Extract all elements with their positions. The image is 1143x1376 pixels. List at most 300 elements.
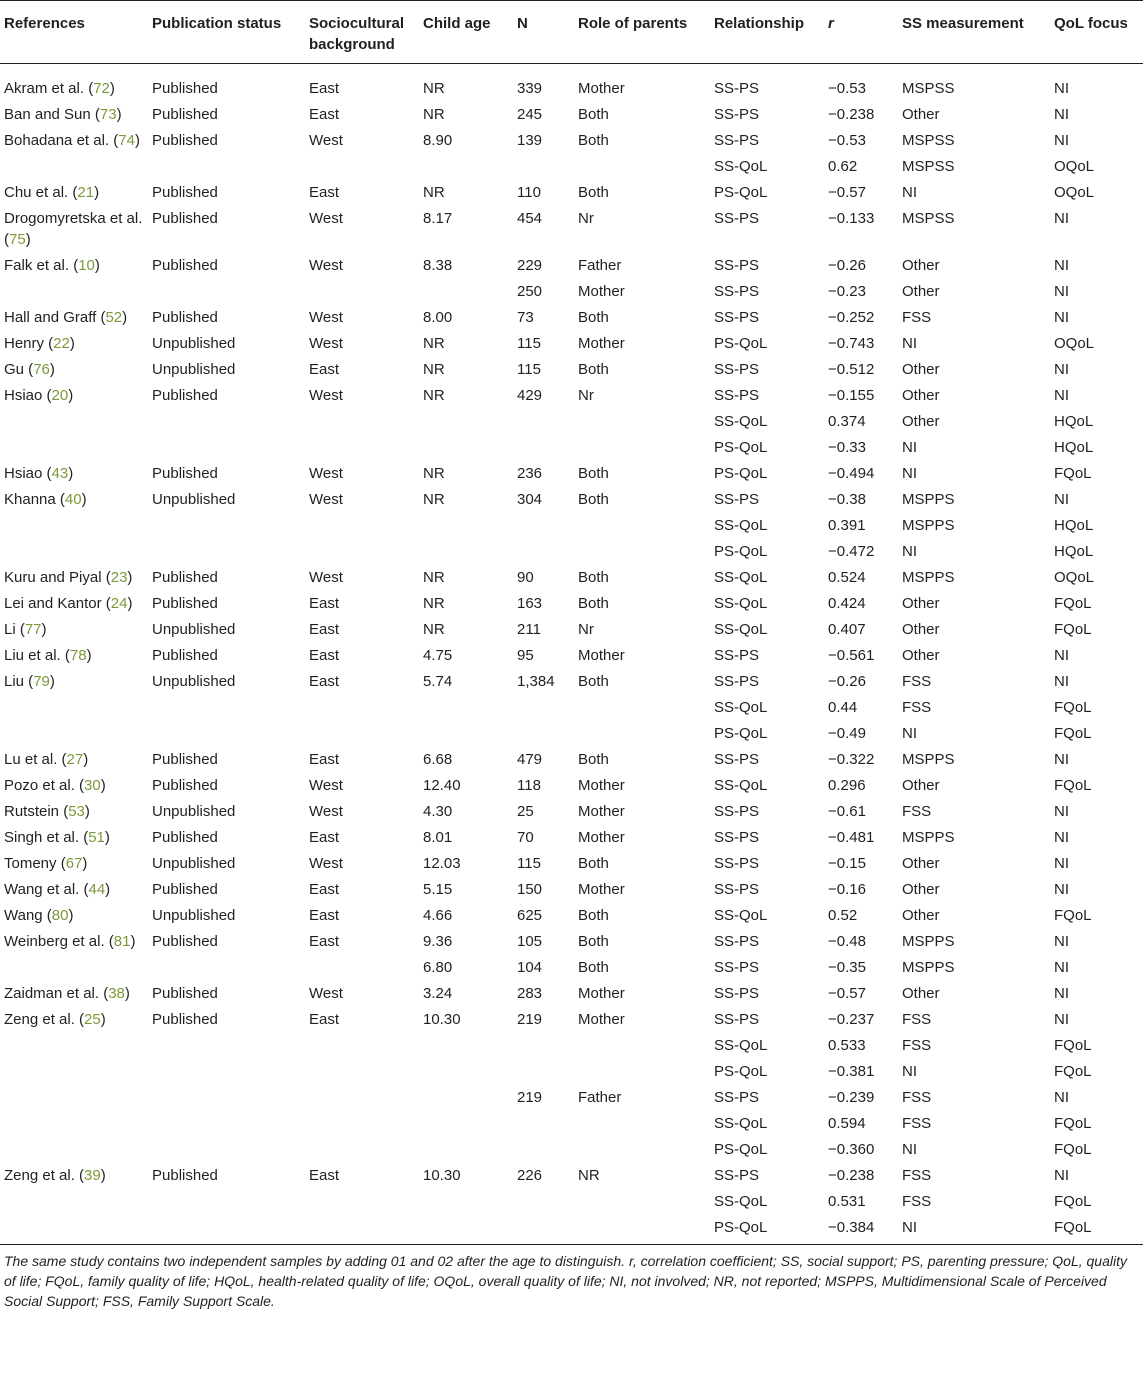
cell-n: 139 xyxy=(517,132,543,149)
reference-close: ) xyxy=(83,751,89,768)
cell-role-of-parents: Mother xyxy=(578,829,625,846)
cell-r: −0.49 xyxy=(828,725,866,742)
cell-reference xyxy=(0,486,148,512)
cell-publication-status: Published xyxy=(152,881,218,898)
cell-publication-status: Unpublished xyxy=(152,621,236,638)
reference-close: ) xyxy=(68,907,74,924)
cell-publication-status xyxy=(148,954,305,980)
table-row xyxy=(0,1084,1143,1110)
col-header-sociocultural-background: Sociocultural background xyxy=(305,1,419,64)
cell-n xyxy=(513,1188,574,1214)
cell-publication-status xyxy=(148,1188,305,1214)
cell-r: −0.38 xyxy=(828,491,866,508)
cell-r: −0.57 xyxy=(828,184,866,201)
reference-link[interactable]: 39 xyxy=(84,1167,101,1184)
cell-sociocultural-background: East xyxy=(309,881,340,898)
cell-ss-measurement: FSS xyxy=(902,699,932,716)
cell-relationship: SS-PS xyxy=(714,933,760,950)
cell-child-age xyxy=(419,1188,513,1214)
cell-n xyxy=(513,434,574,460)
cell-publication-status xyxy=(148,1110,305,1136)
cell-sociocultural-background xyxy=(305,1032,419,1058)
cell-role-of-parents: Mother xyxy=(578,881,625,898)
reference-link[interactable]: 77 xyxy=(24,621,42,638)
cell-n: 226 xyxy=(517,1167,543,1184)
cell-sociocultural-background xyxy=(305,1214,419,1245)
cell-n: 115 xyxy=(517,855,541,872)
cell-reference xyxy=(0,1006,148,1032)
cell-child-age: 5.74 xyxy=(423,673,453,690)
cell-sociocultural-background: West xyxy=(309,491,343,508)
cell-publication-status: Published xyxy=(152,569,218,586)
cell-r: −0.384 xyxy=(824,1214,898,1245)
cell-relationship: SS-PS xyxy=(714,829,760,846)
cell-reference xyxy=(0,850,148,876)
table-row xyxy=(0,798,1143,824)
reference-link[interactable]: 44 xyxy=(88,881,106,898)
table-row xyxy=(0,590,1143,616)
cell-reference xyxy=(0,616,148,642)
reference-text: Tomeny ( xyxy=(4,855,66,872)
reference-close: ) xyxy=(105,881,111,898)
cell-ss-measurement: Other xyxy=(902,595,940,612)
cell-child-age xyxy=(419,1136,513,1162)
cell-ss-measurement: MSPPS xyxy=(902,933,955,950)
cell-sociocultural-background: West xyxy=(309,335,343,352)
reference-text: Hall and Graff ( xyxy=(4,309,106,326)
cell-publication-status: Unpublished xyxy=(152,361,236,378)
cell-reference xyxy=(0,876,148,902)
cell-publication-status xyxy=(148,278,305,304)
cell-qol-focus: HQoL xyxy=(1054,543,1094,560)
cell-relationship: SS-PS xyxy=(714,283,760,300)
cell-n: 163 xyxy=(517,595,543,612)
cell-relationship: SS-PS xyxy=(714,361,760,378)
cell-n: 115 xyxy=(517,361,541,378)
reference-link[interactable]: 40 xyxy=(64,491,82,508)
table-row xyxy=(0,512,1143,538)
reference-link[interactable]: 53 xyxy=(68,803,85,820)
cell-qol-focus: FQoL xyxy=(1054,699,1092,716)
cell-role-of-parents: Mother xyxy=(578,80,625,97)
cell-n: 339 xyxy=(517,80,543,97)
cell-role-of-parents: Both xyxy=(578,855,609,872)
table-row xyxy=(0,1110,1143,1136)
reference-link[interactable]: 27 xyxy=(66,751,84,768)
cell-reference xyxy=(0,980,148,1006)
reference-link[interactable]: 72 xyxy=(93,80,110,97)
reference-close: ) xyxy=(82,855,88,872)
reference-close: ) xyxy=(84,803,90,820)
reference-link[interactable]: 76 xyxy=(33,361,50,378)
cell-n: 110 xyxy=(517,184,541,201)
cell-r: −0.48 xyxy=(828,933,866,950)
cell-r: −0.512 xyxy=(828,361,875,378)
cell-reference xyxy=(0,434,148,460)
cell-r: −0.53 xyxy=(828,132,866,149)
cell-reference xyxy=(0,954,148,980)
cell-publication-status xyxy=(148,153,305,179)
reference-link[interactable]: 81 xyxy=(113,933,131,950)
cell-child-age xyxy=(419,408,513,434)
table-row xyxy=(0,1058,1143,1084)
cell-n: 73 xyxy=(517,309,534,326)
cell-r: −0.238 xyxy=(828,1167,875,1184)
cell-role-of-parents: Both xyxy=(578,491,609,508)
table-row xyxy=(0,1214,1143,1245)
cell-n xyxy=(513,408,574,434)
cell-ss-measurement: FSS xyxy=(902,803,932,820)
cell-publication-status: Unpublished xyxy=(152,673,236,690)
cell-ss-measurement: MSPPS xyxy=(902,517,955,534)
cell-role-of-parents: Both xyxy=(578,465,609,482)
cell-sociocultural-background: East xyxy=(309,106,340,123)
cell-child-age: 4.30 xyxy=(423,803,453,820)
cell-relationship: SS-PS xyxy=(714,257,760,274)
cell-r: −0.237 xyxy=(828,1011,875,1028)
cell-r: −0.472 xyxy=(828,543,875,560)
cell-reference xyxy=(0,278,148,304)
reference-link[interactable]: 24 xyxy=(110,595,128,612)
cell-child-age: NR xyxy=(423,465,445,482)
reference-link[interactable]: 80 xyxy=(51,907,69,924)
cell-ss-measurement: FSS xyxy=(902,1037,932,1054)
reference-link[interactable]: 21 xyxy=(77,184,95,201)
cell-r: 0.391 xyxy=(828,517,866,534)
cell-publication-status xyxy=(148,1084,305,1110)
reference-link[interactable]: 67 xyxy=(65,855,83,872)
cell-r: 0.374 xyxy=(828,413,866,430)
reference-close: ) xyxy=(122,309,128,326)
cell-sociocultural-background xyxy=(305,538,419,564)
cell-relationship: SS-QoL xyxy=(714,907,768,924)
cell-ss-measurement: NI xyxy=(902,543,917,560)
cell-relationship: SS-QoL xyxy=(714,517,768,534)
cell-n: 118 xyxy=(517,777,541,794)
table-row xyxy=(0,252,1143,278)
cell-child-age xyxy=(419,1058,513,1084)
cell-sociocultural-background: West xyxy=(309,855,343,872)
cell-r: 0.52 xyxy=(828,907,858,924)
cell-role-of-parents: Nr xyxy=(578,387,594,404)
table-row xyxy=(0,746,1143,772)
col-header-ss-measurement: SS measurement xyxy=(898,1,1050,64)
cell-publication-status: Unpublished xyxy=(152,907,236,924)
table-row xyxy=(0,304,1143,330)
cell-role-of-parents: Father xyxy=(578,1089,622,1106)
table-row xyxy=(0,980,1143,1006)
cell-ss-measurement: Other xyxy=(902,621,940,638)
reference-link[interactable]: 22 xyxy=(53,335,70,352)
cell-sociocultural-background xyxy=(305,153,419,179)
table-row xyxy=(0,720,1143,746)
reference-link[interactable]: 43 xyxy=(51,465,69,482)
cell-r: −0.381 xyxy=(828,1063,875,1080)
cell-publication-status: Unpublished xyxy=(152,803,236,820)
cell-qol-focus: NI xyxy=(1054,881,1069,898)
cell-sociocultural-background: West xyxy=(309,387,343,404)
cell-r: −0.57 xyxy=(828,985,866,1002)
cell-child-age: NR xyxy=(423,569,445,586)
cell-publication-status: Published xyxy=(152,132,218,149)
reference-link[interactable]: 38 xyxy=(108,985,125,1002)
cell-n: 625 xyxy=(517,907,543,924)
reference-close: ) xyxy=(134,132,140,149)
cell-child-age xyxy=(419,538,513,564)
cell-child-age xyxy=(419,1110,513,1136)
reference-link[interactable]: 74 xyxy=(118,132,135,149)
cell-n: 1,384 xyxy=(517,673,555,690)
cell-ss-measurement: Other xyxy=(902,283,940,300)
cell-r: −0.61 xyxy=(828,803,866,820)
reference-link[interactable]: 51 xyxy=(88,829,105,846)
cell-sociocultural-background: East xyxy=(309,1167,340,1184)
cell-relationship: SS-PS xyxy=(714,1167,760,1184)
cell-n: 219 xyxy=(517,1011,543,1028)
cell-reference xyxy=(0,153,148,179)
table-row xyxy=(0,772,1143,798)
reference-link[interactable]: 25 xyxy=(84,1011,101,1028)
cell-sociocultural-background xyxy=(305,1058,419,1084)
cell-relationship: PS-QoL xyxy=(714,1141,768,1158)
cell-sociocultural-background: East xyxy=(309,184,340,201)
cell-n: 245 xyxy=(517,106,543,123)
reference-link[interactable]: 10 xyxy=(78,257,95,274)
reference-link[interactable]: 30 xyxy=(84,777,101,794)
reference-close: ) xyxy=(109,80,115,97)
cell-role-of-parents xyxy=(574,1188,710,1214)
cell-relationship: PS-QoL xyxy=(710,1214,824,1245)
cell-ss-measurement: MSPPS xyxy=(902,959,955,976)
table-row xyxy=(0,1136,1143,1162)
cell-relationship: SS-PS xyxy=(714,309,760,326)
cell-sociocultural-background xyxy=(305,1136,419,1162)
cell-child-age: 8.00 xyxy=(423,309,453,326)
cell-qol-focus: OQoL xyxy=(1054,569,1095,586)
cell-r: 0.62 xyxy=(828,158,858,175)
reference-close: ) xyxy=(68,465,74,482)
cell-relationship: SS-PS xyxy=(714,803,760,820)
reference-text: Zeng et al. ( xyxy=(4,1167,85,1184)
cell-ss-measurement: Other xyxy=(902,881,940,898)
cell-r: 0.531 xyxy=(828,1193,866,1210)
reference-link[interactable]: 75 xyxy=(9,231,26,248)
cell-sociocultural-background xyxy=(305,278,419,304)
cell-reference xyxy=(0,538,148,564)
cell-qol-focus: FQoL xyxy=(1054,1115,1092,1132)
cell-publication-status xyxy=(148,512,305,538)
cell-relationship: SS-PS xyxy=(714,491,760,508)
cell-role-of-parents: Both xyxy=(578,184,609,201)
cell-reference xyxy=(0,127,148,153)
cell-qol-focus: FQoL xyxy=(1054,777,1092,794)
cell-ss-measurement: Other xyxy=(902,413,940,430)
cell-relationship: PS-QoL xyxy=(714,439,768,456)
cell-r: −0.33 xyxy=(828,439,866,456)
table-row xyxy=(0,434,1143,460)
cell-publication-status: Published xyxy=(152,309,218,326)
cell-child-age: NR xyxy=(423,491,445,508)
cell-r: −0.15 xyxy=(828,855,866,872)
cell-n: 104 xyxy=(517,959,543,976)
cell-relationship: PS-QoL xyxy=(714,1063,768,1080)
cell-sociocultural-background xyxy=(305,694,419,720)
cell-role-of-parents xyxy=(574,694,710,720)
cell-role-of-parents: Nr xyxy=(578,210,594,227)
cell-relationship: SS-QoL xyxy=(714,699,768,716)
cell-publication-status: Published xyxy=(152,387,218,404)
cell-qol-focus: NI xyxy=(1054,647,1069,664)
cell-n xyxy=(513,153,574,179)
cell-reference xyxy=(0,101,148,127)
table-row xyxy=(0,564,1143,590)
reference-link[interactable]: 20 xyxy=(51,387,69,404)
cell-n xyxy=(513,720,574,746)
cell-publication-status xyxy=(148,694,305,720)
reference-text: Li ( xyxy=(4,621,25,638)
reference-link[interactable]: 73 xyxy=(99,106,117,123)
cell-sociocultural-background xyxy=(305,954,419,980)
reference-text: Akram et al. ( xyxy=(4,80,94,97)
cell-relationship: SS-PS xyxy=(714,387,760,404)
reference-link[interactable]: 23 xyxy=(110,569,128,586)
cell-sociocultural-background: East xyxy=(309,80,340,97)
cell-publication-status xyxy=(148,1136,305,1162)
cell-ss-measurement: MSPSS xyxy=(902,210,955,227)
cell-ss-measurement: FSS xyxy=(902,1115,932,1132)
cell-child-age: 9.36 xyxy=(423,933,453,950)
reference-close: ) xyxy=(124,985,130,1002)
cell-qol-focus: FQoL xyxy=(1054,595,1092,612)
cell-reference xyxy=(0,564,148,590)
cell-child-age: 8.38 xyxy=(423,257,453,274)
cell-r: 0.296 xyxy=(828,777,866,794)
cell-publication-status xyxy=(148,538,305,564)
cell-reference xyxy=(0,179,148,205)
cell-qol-focus: NI xyxy=(1054,751,1069,768)
cell-ss-measurement: FSS xyxy=(902,1167,932,1184)
cell-role-of-parents xyxy=(574,1032,710,1058)
cell-role-of-parents xyxy=(574,1214,710,1245)
reference-text: Gu ( xyxy=(4,361,34,378)
cell-child-age: NR xyxy=(423,387,445,404)
table-row xyxy=(0,179,1143,205)
cell-child-age xyxy=(419,1084,513,1110)
cell-role-of-parents xyxy=(574,153,710,179)
cell-reference xyxy=(0,408,148,434)
table-row xyxy=(0,101,1143,127)
reference-text: Bohadana et al. ( xyxy=(4,132,119,149)
cell-r: 0.424 xyxy=(828,595,866,612)
cell-child-age: 12.03 xyxy=(423,855,461,872)
reference-close: ) xyxy=(25,231,31,248)
reference-text: Hsiao ( xyxy=(4,465,52,482)
cell-r: −0.133 xyxy=(828,210,875,227)
cell-r: 0.594 xyxy=(828,1115,866,1132)
cell-qol-focus: NI xyxy=(1054,210,1069,227)
cell-r: 0.533 xyxy=(828,1037,866,1054)
reference-close: ) xyxy=(94,184,100,201)
col-header-n: N xyxy=(513,1,574,64)
cell-relationship: SS-PS xyxy=(714,132,760,149)
cell-ss-measurement: FSS xyxy=(902,673,932,690)
table-row xyxy=(0,127,1143,153)
cell-ss-measurement: Other xyxy=(902,387,940,404)
cell-ss-measurement: FSS xyxy=(902,1011,932,1028)
cell-reference xyxy=(0,798,148,824)
cell-publication-status: Published xyxy=(152,647,218,664)
cell-reference xyxy=(0,720,148,746)
cell-r: −0.155 xyxy=(828,387,875,404)
cell-sociocultural-background: East xyxy=(309,933,340,950)
cell-reference xyxy=(0,746,148,772)
cell-qol-focus: NI xyxy=(1054,491,1069,508)
cell-child-age: NR xyxy=(423,621,445,638)
cell-qol-focus: NI xyxy=(1054,673,1069,690)
cell-n: 229 xyxy=(517,257,543,274)
cell-ss-measurement: NI xyxy=(902,465,917,482)
cell-sociocultural-background: West xyxy=(309,210,343,227)
cell-qol-focus: NI xyxy=(1054,80,1069,97)
cell-relationship: SS-QoL xyxy=(714,595,768,612)
cell-qol-focus: FQoL xyxy=(1054,907,1092,924)
reference-close: ) xyxy=(100,1011,106,1028)
cell-role-of-parents: Nr xyxy=(578,621,594,638)
cell-sociocultural-background xyxy=(305,434,419,460)
cell-child-age: 10.30 xyxy=(423,1011,461,1028)
cell-publication-status xyxy=(148,1032,305,1058)
cell-ss-measurement: Other xyxy=(902,106,940,123)
table-row xyxy=(0,954,1143,980)
reference-link[interactable]: 52 xyxy=(105,309,123,326)
cell-r: −0.239 xyxy=(828,1089,875,1106)
cell-n xyxy=(513,512,574,538)
cell-role-of-parents: Mother xyxy=(578,283,625,300)
table-row xyxy=(0,278,1143,304)
cell-r: −0.35 xyxy=(828,959,866,976)
cell-n: 105 xyxy=(517,933,543,950)
table-row xyxy=(0,64,1143,102)
cell-relationship: PS-QoL xyxy=(714,543,768,560)
cell-n: 304 xyxy=(517,491,543,508)
cell-relationship: SS-PS xyxy=(714,80,760,97)
cell-r: −0.494 xyxy=(828,465,875,482)
cell-child-age xyxy=(419,1032,513,1058)
cell-ss-measurement: Other xyxy=(902,777,940,794)
cell-sociocultural-background: East xyxy=(309,595,340,612)
reference-link[interactable]: 79 xyxy=(33,673,50,690)
cell-ss-measurement: FSS xyxy=(902,1193,932,1210)
reference-text: Wang et al. ( xyxy=(4,881,89,898)
cell-r: −0.252 xyxy=(828,309,875,326)
table-row xyxy=(0,824,1143,850)
reference-link[interactable]: 78 xyxy=(69,647,87,664)
col-header-role-of-parents: Role of parents xyxy=(574,1,710,64)
reference-text: Zeng et al. ( xyxy=(4,1011,85,1028)
reference-text: Chu et al. ( xyxy=(4,184,78,201)
cell-relationship: SS-PS xyxy=(714,855,760,872)
cell-role-of-parents: Mother xyxy=(578,647,625,664)
cell-r: −0.26 xyxy=(828,257,866,274)
reference-close: ) xyxy=(127,595,133,612)
cell-relationship: SS-PS xyxy=(714,751,760,768)
cell-role-of-parents: Both xyxy=(578,933,609,950)
cell-role-of-parents xyxy=(574,434,710,460)
cell-ss-measurement: Other xyxy=(902,361,940,378)
cell-relationship: PS-QoL xyxy=(714,335,768,352)
cell-publication-status: Published xyxy=(152,80,218,97)
reference-text: Kuru and Piyal ( xyxy=(4,569,111,586)
